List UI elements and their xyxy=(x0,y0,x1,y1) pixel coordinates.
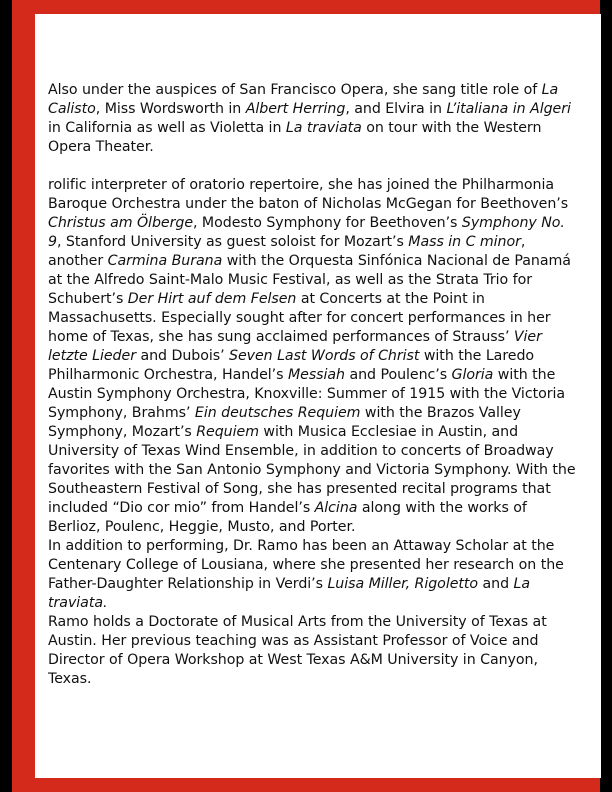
italic-title: Requiem xyxy=(196,424,259,440)
right-black-border xyxy=(600,0,612,792)
text-run: rolific interpreter of oratorio repertoire, she has joined the Philharmonia Baroque Orchestra under the baton of Nicholas McGegan for Beethoven’s xyxy=(48,177,569,212)
italic-title: Luisa Miller, Rigoletto xyxy=(327,576,479,592)
text-run: , Modesto Symphony for Beethoven’s xyxy=(193,215,462,231)
text-run: , Miss Wordsworth in xyxy=(95,101,246,117)
text-run: Also under the auspices of San Francisco Opera, she sang title role of xyxy=(48,82,542,98)
italic-title: Gloria xyxy=(451,367,494,383)
paragraph-3 xyxy=(48,537,578,613)
text-run: with the Orquesta Sinfónica Nacional de Panamá at the Alfredo Saint-Malo Music Festival, as well as the Strata Trio for Schubert’s xyxy=(48,253,571,307)
text-run: , and Elvira in xyxy=(345,101,447,117)
italic-title: L’italiana in Algeri xyxy=(446,101,571,117)
italic-title: Albert Herring xyxy=(245,101,346,117)
italic-title: Carmina Burana xyxy=(107,253,223,269)
text-run: in California as well as Violetta in xyxy=(48,120,286,136)
white-content-panel xyxy=(35,14,601,778)
text-run: on tour with the Western Opera Theater. xyxy=(48,120,542,155)
text-run: with the Laredo Philharmonic Orchestra, Handel’s xyxy=(48,348,535,383)
italic-title: Christus am Ölberge xyxy=(48,215,194,231)
paragraph-2 xyxy=(48,176,578,537)
italic-title: La traviata. xyxy=(48,576,531,611)
left-black-border xyxy=(0,0,12,792)
text-run: at Concerts at the Point in Massachusetts. Especially sought after for concert performances in her home of Texas, she has sung acclaimed performances of Strauss’ xyxy=(48,291,551,345)
text-run: , Stanford University as guest soloist for Mozart’s xyxy=(56,234,409,250)
italic-title: Symphony No. 9 xyxy=(48,215,565,250)
text-run: with the Brazos Valley Symphony, Mozart’s xyxy=(48,405,521,440)
paragraph-gap xyxy=(48,157,578,176)
bio-text xyxy=(48,81,578,689)
text-run: and Poulenc’s xyxy=(344,367,452,383)
text-run: Ramo holds a Doctorate of Musical Arts from the University of Texas at Austin. Her previous teaching was as Assistant Professor of Voice and Director of Opera Workshop at West Texas A&M University in Canyon, Texas. xyxy=(48,614,547,687)
text-run: , another xyxy=(48,234,526,269)
text-run: along with the works of Berlioz, Poulenc, Heggie, Musto, and Porter. xyxy=(48,500,527,535)
text-run: with Musica Ecclesiae in Austin, and University of Texas Wind Ensemble, in addition to concerts of Broadway favorites with the San Antonio Symphony and Victoria Symphony. With the Southeastern Festival of Song, she has presented recital programs that included “Dio cor mio” from Handel’s xyxy=(48,424,576,516)
red-frame xyxy=(12,0,600,792)
italic-title: Vier letzte Lieder xyxy=(48,329,542,364)
italic-title: La Calisto xyxy=(48,82,559,117)
italic-title: Mass in C minor xyxy=(408,234,521,250)
text-run: with the Austin Symphony Orchestra, Knoxville: Summer of 1915 with the Victoria Symphony, Brahms’ xyxy=(48,367,566,421)
italic-title: Seven Last Words of Christ xyxy=(229,348,420,364)
italic-title: Ein deutsches Requiem xyxy=(194,405,361,421)
paragraph-1 xyxy=(48,81,578,157)
italic-title: Messiah xyxy=(287,367,345,383)
italic-title: La traviata xyxy=(285,120,362,136)
text-run: and xyxy=(478,576,514,592)
italic-title: Der Hirt auf dem Felsen xyxy=(127,291,297,307)
italic-title: Alcina xyxy=(314,500,358,516)
text-run: and Dubois’ xyxy=(135,348,230,364)
paragraph-4 xyxy=(48,613,578,689)
text-run: In addition to performing, Dr. Ramo has been an Attaway Scholar at the Centenary College of Lousiana, where she presented her research on the Father-Daughter Relationship in Verdi’s xyxy=(48,538,564,592)
